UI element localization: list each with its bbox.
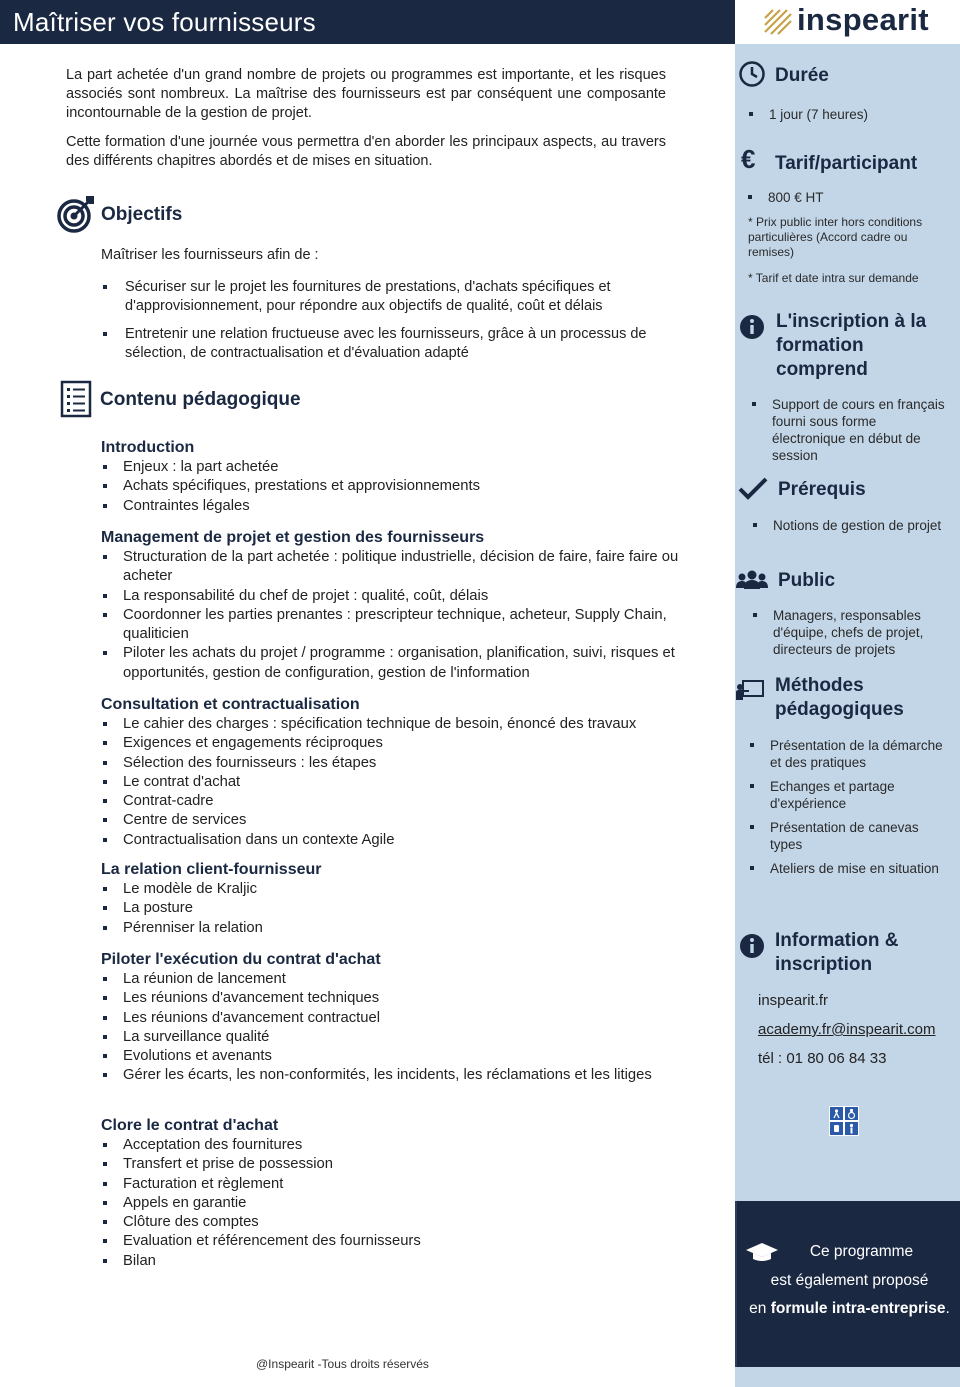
phone-number: tél : 01 80 06 84 33 bbox=[758, 1050, 887, 1067]
section-title-objectifs: Objectifs bbox=[101, 204, 183, 225]
section-title-contenu: Contenu pédagogique bbox=[100, 389, 301, 410]
sidebar-title-inscription: L'inscription à la formation comprend bbox=[776, 311, 927, 380]
list-item: Ateliers de mise en situation bbox=[770, 860, 950, 877]
list-item: Sélection des fournisseurs : les étapes bbox=[101, 754, 696, 773]
module-pilotage bbox=[101, 950, 696, 1086]
list-item: La réunion de lancement bbox=[101, 970, 696, 989]
list-item: Présentation de canevas types bbox=[770, 819, 950, 853]
teaching-board-icon bbox=[735, 678, 765, 702]
tarif-note-2: * Tarif et date intra sur demande bbox=[748, 271, 919, 285]
list-item: 1 jour (7 heures) bbox=[769, 106, 949, 123]
prerequis-list bbox=[773, 517, 948, 541]
list-item: Clôture des comptes bbox=[101, 1213, 696, 1232]
methodes-list bbox=[770, 737, 950, 884]
intra-entreprise-callout bbox=[735, 1201, 960, 1367]
objectifs-lead: Maîtriser les fournisseurs afin de : bbox=[101, 247, 319, 263]
list-item: Bilan bbox=[101, 1252, 696, 1271]
list-item: Notions de gestion de projet bbox=[773, 517, 948, 534]
inscription-list bbox=[772, 396, 952, 471]
module-management bbox=[101, 528, 696, 683]
duree-list bbox=[769, 106, 949, 130]
list-item: Contractualisation dans un contexte Agile bbox=[101, 831, 696, 850]
checkmark-icon bbox=[737, 476, 769, 502]
public-list bbox=[773, 607, 953, 665]
list-item: Le modèle de Kraljic bbox=[101, 880, 696, 899]
list-item: 800 € HT bbox=[768, 189, 948, 206]
list-item: Le contrat d'achat bbox=[101, 773, 696, 792]
logo-wordmark: inspearit bbox=[797, 2, 929, 37]
checklist-icon bbox=[60, 380, 92, 418]
sidebar-title-prerequis: Prérequis bbox=[778, 479, 866, 500]
module-title: Clore le contrat d'achat bbox=[101, 1117, 279, 1134]
list-item: Transfert et prise de possession bbox=[101, 1155, 696, 1174]
list-item: La surveillance qualité bbox=[101, 1028, 696, 1047]
list-item: Evolutions et avenants bbox=[101, 1047, 696, 1066]
title-bar bbox=[0, 0, 735, 44]
footer-copyright: @Inspearit -Tous droits réservés bbox=[256, 1357, 429, 1371]
info-icon bbox=[739, 933, 765, 959]
module-title: Management de projet et gestion des fournisseurs bbox=[101, 529, 485, 546]
logo-mark-icon bbox=[763, 8, 793, 36]
euro-icon: € bbox=[741, 144, 756, 174]
tarif-list bbox=[768, 189, 948, 213]
module-title: Piloter l'exécution du contrat d'achat bbox=[101, 951, 381, 968]
callout-line-1: Ce programme bbox=[809, 1243, 914, 1260]
info-icon bbox=[739, 314, 765, 340]
sidebar-title-public: Public bbox=[778, 570, 836, 591]
logo bbox=[735, 0, 960, 44]
page-title: Maîtriser vos fournisseurs bbox=[13, 7, 316, 37]
module-introduction bbox=[101, 438, 696, 516]
list-item: La posture bbox=[101, 899, 696, 918]
list-item: Pérenniser la relation bbox=[101, 919, 696, 938]
module-cloture bbox=[101, 1116, 696, 1271]
list-item: Contraintes légales bbox=[101, 497, 696, 516]
list-item: Les réunions d'avancement techniques bbox=[101, 989, 696, 1008]
list-item: Piloter les achats du projet / programme : organisation, planification, suivi, risques et opportunités, gestion de configuration, gestion de l'information bbox=[101, 644, 696, 683]
sidebar-title-tarif: Tarif/participant bbox=[775, 153, 918, 174]
list-item: Gérer les écarts, les non-conformités, les incidents, les réclamations et les litiges bbox=[101, 1066, 696, 1085]
sidebar bbox=[735, 44, 960, 1387]
website-link[interactable]: inspearit.fr bbox=[758, 992, 829, 1009]
callout-emphasis: formule intra-entreprise bbox=[770, 1300, 946, 1317]
accessibility-icon bbox=[829, 1106, 859, 1136]
list-item: Présentation de la démarche et des pratiques bbox=[770, 737, 950, 771]
email-link[interactable]: academy.fr@inspearit.com bbox=[758, 1021, 936, 1038]
sidebar-title-methodes: Méthodes pédagogiques bbox=[775, 675, 904, 720]
objectifs-list bbox=[125, 278, 695, 372]
list-item: Evaluation et référencement des fournisseurs bbox=[101, 1232, 696, 1251]
module-title: Introduction bbox=[101, 439, 195, 456]
sidebar-title-info: Information & inscription bbox=[775, 930, 899, 975]
tarif-note-1: * Prix public inter hors conditions particulières (Accord cadre ou remises) bbox=[748, 215, 923, 259]
callout-line-3: en formule intra-entreprise. bbox=[749, 1300, 950, 1317]
intro-paragraph-2: Cette formation d'une journée vous permettra d'en aborder les principaux aspects, au travers des différents chapitres abordés et de mises en situation. bbox=[66, 134, 666, 169]
list-item: Acceptation des fournitures bbox=[101, 1136, 696, 1155]
module-title: La relation client-fournisseur bbox=[101, 861, 322, 878]
target-icon bbox=[56, 194, 96, 234]
module-consultation bbox=[101, 695, 696, 850]
intro-paragraph-1: La part achetée d'un grand nombre de projets ou programmes est importante, et les risques associés sont nombreux. La maîtrise des fournisseurs est par conséquent une composante incontournable de la gestion de projet. bbox=[66, 67, 666, 121]
list-item: Le cahier des charges : spécification technique de besoin, énoncé des travaux bbox=[101, 715, 696, 734]
callout-line-2: est également proposé bbox=[770, 1272, 929, 1289]
list-item: Facturation et règlement bbox=[101, 1175, 696, 1194]
clock-icon bbox=[738, 60, 766, 88]
list-item: Contrat-cadre bbox=[101, 792, 696, 811]
list-item: Echanges et partage d'expérience bbox=[770, 778, 950, 812]
list-item: Sécuriser sur le projet les fournitures de prestations, d'achats spécifiques et d'approvisionnement, pour répondre aux objectifs de qualité, coût et délais bbox=[125, 278, 695, 316]
list-item: Exigences et engagements réciproques bbox=[101, 734, 696, 753]
list-item: La responsabilité du chef de projet : qualité, coût, délais bbox=[101, 587, 696, 606]
list-item: Coordonner les parties prenantes : prescripteur technique, acheteur, Supply Chain, qualiticien bbox=[101, 606, 696, 645]
list-item: Achats spécifiques, prestations et approvisionnements bbox=[101, 477, 696, 496]
list-item: Entretenir une relation fructueuse avec les fournisseurs, grâce à un processus de sélection, de contractualisation et d'évaluation adapté bbox=[125, 325, 695, 363]
list-item: Centre de services bbox=[101, 811, 696, 830]
list-item: Les réunions d'avancement contractuel bbox=[101, 1009, 696, 1028]
sidebar-title-duree: Durée bbox=[775, 65, 829, 86]
module-title: Consultation et contractualisation bbox=[101, 696, 360, 713]
list-item: Enjeux : la part achetée bbox=[101, 458, 696, 477]
module-relation bbox=[101, 860, 696, 938]
list-item: Appels en garantie bbox=[101, 1194, 696, 1213]
list-item: Managers, responsables d'équipe, chefs de projet, directeurs de projets bbox=[773, 607, 953, 658]
list-item: Structuration de la part achetée : politique industrielle, décision de faire, faire faire ou acheter bbox=[101, 548, 696, 587]
list-item: Support de cours en français fourni sous forme électronique en début de session bbox=[772, 396, 952, 464]
users-icon bbox=[736, 570, 768, 590]
